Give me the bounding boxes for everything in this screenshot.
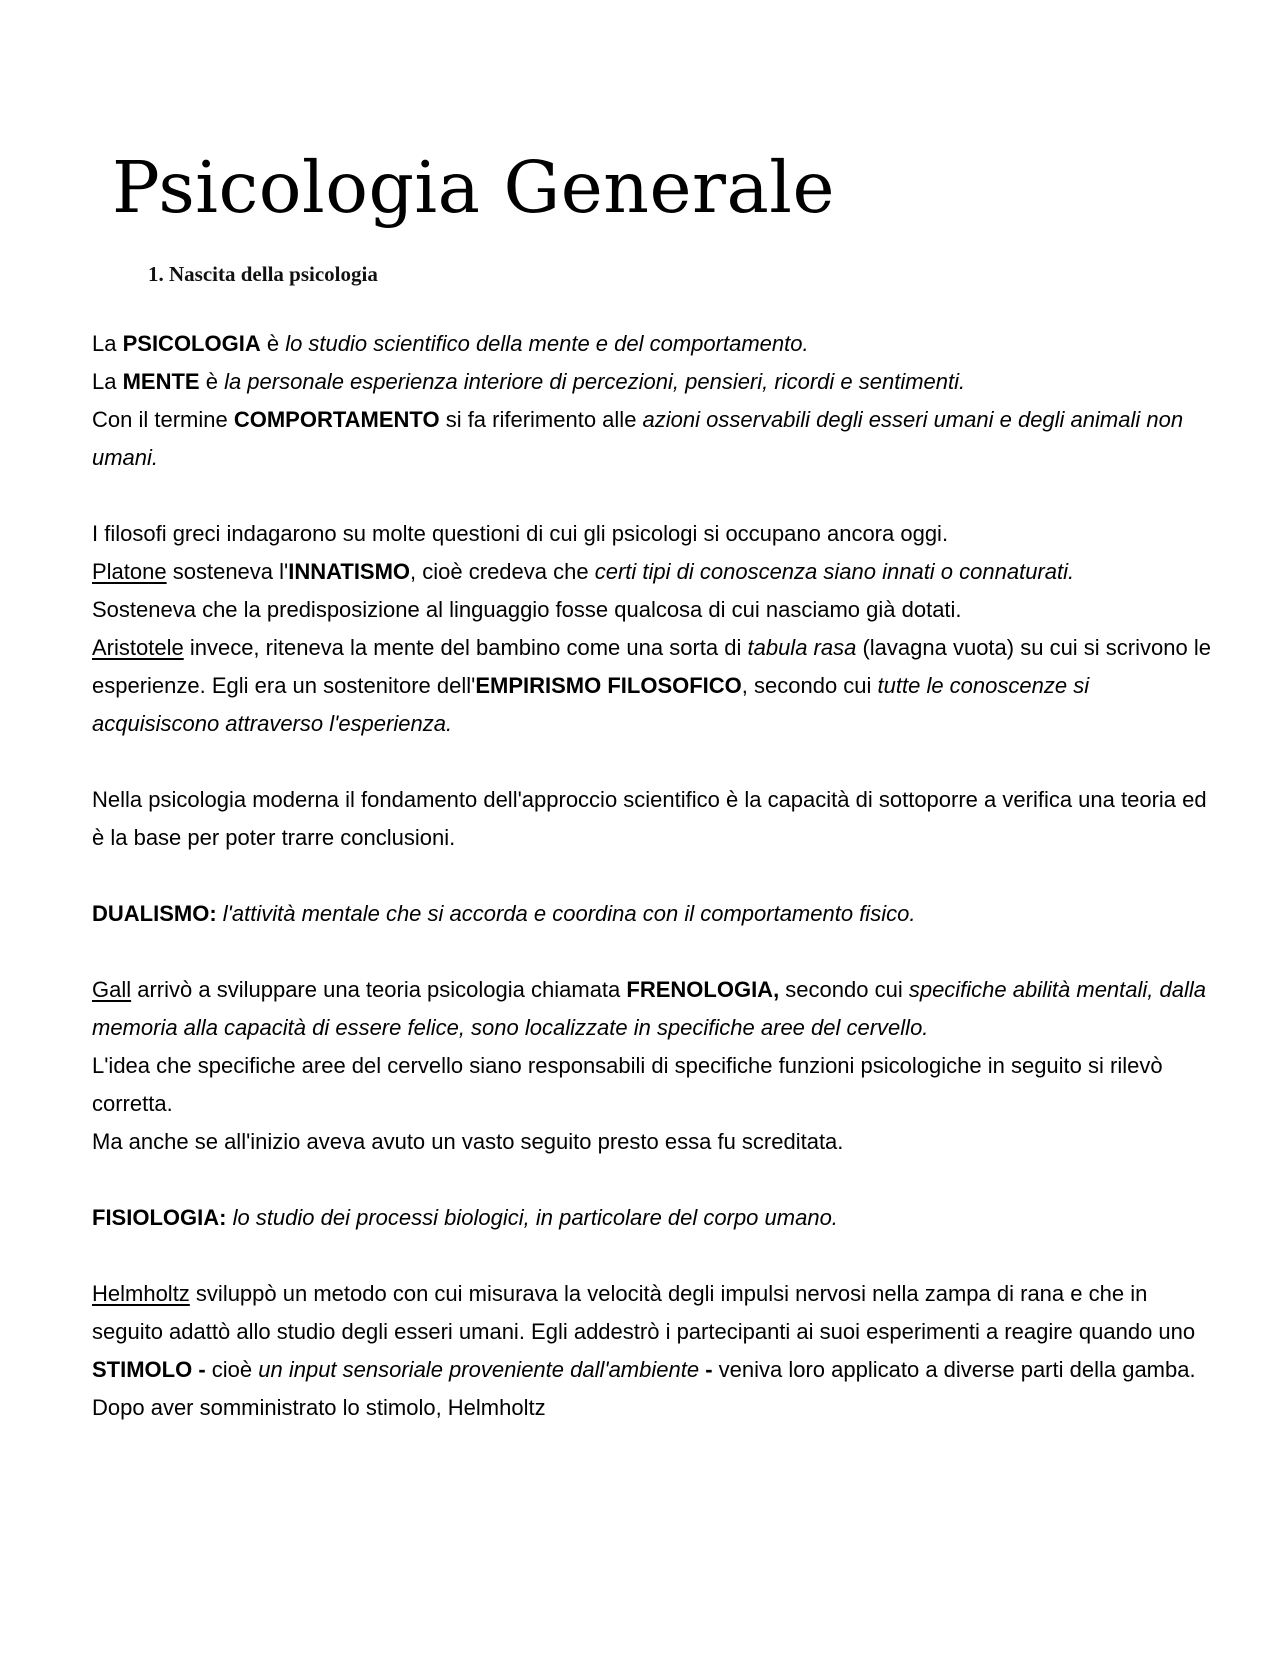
- line-specific-areas: L'idea che specifiche aree del cervello siano responsabili di specifiche funzioni psicologiche in seguito si rilevò corretta.: [92, 1053, 1163, 1116]
- term-fisiologia: FISIOLOGIA:: [92, 1205, 227, 1230]
- paragraph-frenologia: [92, 971, 1212, 1161]
- name-helmholtz: Helmholtz: [92, 1281, 190, 1306]
- document-body: [92, 325, 1212, 1427]
- line-linguaggio: Sosteneva che la predisposizione al linguaggio fosse qualcosa di cui nasciamo già dotati.: [92, 597, 962, 622]
- term-frenologia: FRENOLOGIA,: [626, 977, 780, 1002]
- line-platone: Platone sosteneva l'INNATISMO, cioè credeva che certi tipi di conoscenza siano innati o connaturati.: [92, 559, 1075, 584]
- term-dualismo: DUALISMO:: [92, 901, 217, 926]
- document-title: Psicologia Generale: [112, 146, 836, 229]
- line-mente: La MENTE è la personale esperienza interiore di percezioni, pensieri, ricordi e sentimenti.: [92, 369, 966, 394]
- name-gall: Gall: [92, 977, 132, 1002]
- term-psicologia: PSICOLOGIA: [122, 331, 261, 356]
- paragraph-dualismo: [92, 895, 1212, 933]
- term-comportamento: COMPORTAMENTO: [233, 407, 440, 432]
- paragraph-philosophers: [92, 515, 1212, 743]
- line-psicologia: La PSICOLOGIA è lo studio scientifico della mente e del comportamento.: [92, 331, 809, 356]
- line-modern-psychology: Nella psicologia moderna il fondamento dell'approccio scientifico è la capacità di sottoporre a verifica una teoria ed è la base per poter trarre conclusioni.: [92, 787, 1207, 850]
- line-helmholtz: Helmholtz sviluppò un metodo con cui misurava la velocità degli impulsi nervosi nella zampa di rana e che in seguito adattò allo studio degli esseri umani. Egli addestrò i partecipanti ai suoi esperimenti a reagire quando uno STIMOLO - cioè un input sensoriale proveniente dall'ambiente - veniva loro applicato a diverse parti della gamba. Dopo aver somministrato lo stimolo, Helmholtz: [92, 1281, 1196, 1420]
- line-screditata: Ma anche se all'inizio aveva avuto un vasto seguito presto essa fu screditata.: [92, 1129, 844, 1154]
- line-fisiologia: FISIOLOGIA: lo studio dei processi biologici, in particolare del corpo umano.: [92, 1205, 838, 1230]
- paragraph-fisiologia: [92, 1199, 1212, 1237]
- term-stimolo: STIMOLO -: [92, 1357, 206, 1382]
- line-gall: Gall arrivò a sviluppare una teoria psicologia chiamata FRENOLOGIA, secondo cui specifiche abilità mentali, dalla memoria alla capacità di essere felice, sono localizzate in specifiche aree del cervello.: [92, 977, 1206, 1040]
- line-aristotele: Aristotele invece, riteneva la mente del bambino come una sorta di tabula rasa (lavagna vuota) su cui si scrivono le esperienze. Egli era un sostenitore dell'EMPIRISMO FILOSOFICO, secondo cui tutte le conoscenze si acquisiscono attraverso l'esperienza.: [92, 635, 1211, 736]
- term-mente: MENTE: [122, 369, 200, 394]
- paragraph-definitions: [92, 325, 1212, 477]
- line-greek-philosophers: I filosofi greci indagarono su molte questioni di cui gli psicologi si occupano ancora oggi.: [92, 521, 949, 546]
- name-aristotele: Aristotele: [92, 635, 184, 660]
- section-heading: 1. Nascita della psicologia: [148, 262, 378, 286]
- name-platone: Platone: [92, 559, 167, 584]
- term-empirismo: EMPIRISMO FILOSOFICO: [475, 673, 742, 698]
- term-innatismo: INNATISMO: [288, 559, 411, 584]
- line-comportamento: Con il termine COMPORTAMENTO si fa riferimento alle azioni osservabili degli esseri umani e degli animali non umani.: [92, 407, 1184, 470]
- paragraph-helmholtz: [92, 1275, 1212, 1427]
- line-dualismo: DUALISMO: l'attività mentale che si accorda e coordina con il comportamento fisico.: [92, 901, 916, 926]
- paragraph-modern-psychology: [92, 781, 1212, 857]
